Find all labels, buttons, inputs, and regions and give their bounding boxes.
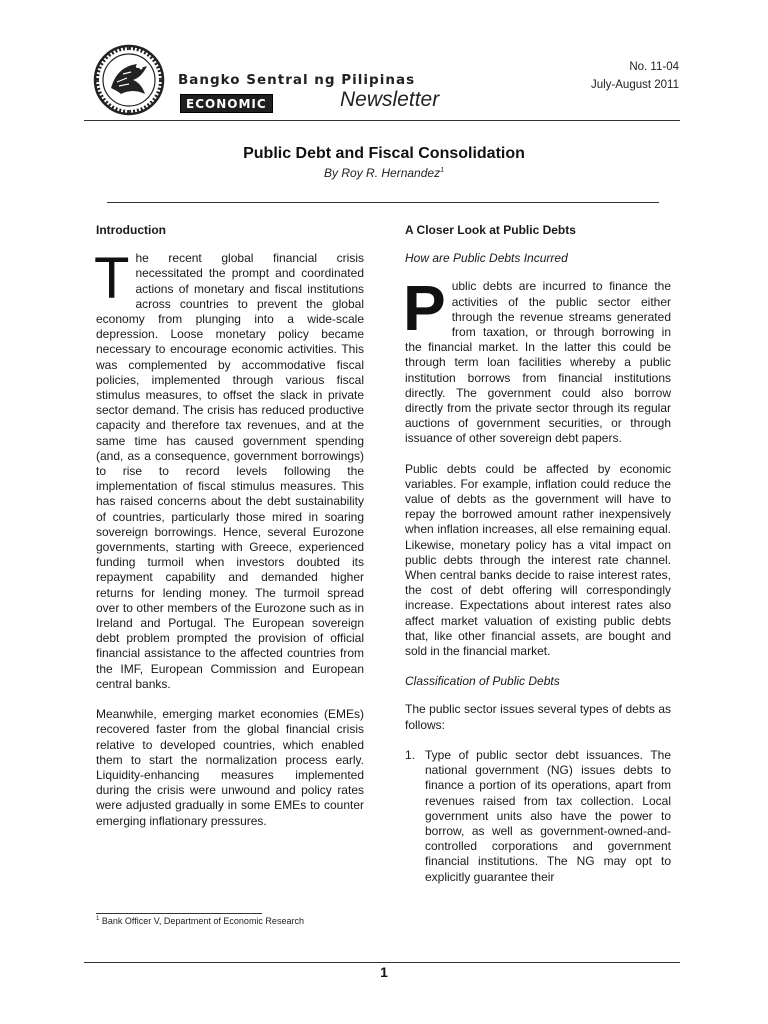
header-divider: [84, 120, 680, 121]
introduction-paragraph-1: [94, 246, 364, 692]
footnote-mark: 1: [96, 916, 100, 922]
closer-look-paragraph-2: Public debts could be affected by economic variables. For example, inflation could reduce the value of debts as the government will have to repay the borrowed amount rather inexpensively when inflation increases, all else remaining equal. Likewise, monetary policy has a vital impact on public debts through the interest rate channel. When central banks decide to raise interest rates, the cost of debt offering will correspondingly increase. Expectations about interest rates also affect market valuation of existing public debts that, like other financial assets, are bought and sold in the financial market.: [405, 461, 671, 659]
newsletter-label: Newsletter: [340, 88, 440, 111]
how-incurred-subheading: How are Public Debts Incurred: [405, 251, 568, 266]
article-title: Public Debt and Fiscal Consolidation: [243, 145, 525, 162]
closer-look-paragraph-1-text: ublic debts are incurred to finance the activities of the public sector either through the revenue streams generated from taxation, or through borrowing in the financial market. In the latter this could be through term loan facilities whereby a public institution borrows from financial institutions directly. The government could also borrow directly from the private sector through its regular auctions of government securities, or through issuance of other sovereign debt papers.: [405, 279, 671, 446]
right-column: [405, 223, 671, 885]
economic-label: ECONOMIC: [180, 94, 273, 113]
title-divider: [107, 202, 659, 203]
article-byline: [0, 166, 768, 180]
classification-paragraph: The public sector issues several types of debts as follows:: [405, 702, 671, 732]
footer-divider: [84, 962, 680, 963]
issue-date: July-August 2011: [590, 79, 679, 91]
closer-look-heading: A Closer Look at Public Debts: [405, 223, 576, 237]
left-column: [96, 223, 364, 844]
footnote: [96, 916, 304, 926]
list-item: [405, 748, 671, 885]
issue-info: [591, 58, 679, 94]
drop-cap-t: T: [94, 246, 130, 312]
page-number: 1: [380, 964, 388, 980]
introduction-paragraph-2: Meanwhile, emerging market economies (EMEs) recovered faster from the global financial crisis relative to developed countries, which enabled them to start the normalization process early. Liquidity-enhancing measures implemented during the crisis were unwound and policy rates were adjusted gradually in some EMEs to counter emerging inflationary pressures.: [96, 707, 364, 828]
bank-name: Bangko Sentral ng Pilipinas: [178, 72, 416, 88]
closer-look-paragraph-1: [403, 272, 671, 446]
byline-text: By Roy R. Hernandez: [324, 166, 441, 180]
bsp-seal-logo: [93, 44, 165, 116]
footnote-divider: [96, 913, 262, 914]
classification-subheading: Classification of Public Debts: [405, 674, 560, 689]
introduction-paragraph-1-text: he recent global financial crisis necessitated the prompt and coordinated actions of monetary and fiscal institutions across countries to prevent the global economy from plunging into a wide-scale depression. Loose monetary policy became necessary to encourage economic activities. This was complemented by accommodative fiscal policies, implemented through various fiscal stimulus measures, to offset the slack in private sector demand. The crisis has reduced productive capacity and therefore tax revenues, and at the same time has caused government spending (and, as a consequence, government borrowings) to rise to record levels following the implementation of fiscal stimulus measures. This has raised concerns about the debt sustainability of countries, particularly those mired in soaring sovereign borrowings. Hence, several Eurozone governments, starting with Greece, experienced funding turmoil when investors doubted its repayment capability and demanded higher returns for lending money. The turmoil spread over to other members of the Eurozone such as in Ireland and Portugal. The European sovereign debt problem prompted the provision of official financial assistance to the affected countries from the IMF, European Commission and European central banks.: [96, 251, 364, 691]
list-item-number: 1.: [405, 747, 416, 762]
drop-cap-p: P: [403, 272, 446, 345]
list-item-text: Type of public sector debt issuances. The national government (NG) issues debts to finance a portion of its operations, apart from revenues raised from tax collection. Local government units also have the power to borrow, as well as government-owned-and-controlled corporations and government financial institutions. The NG may opt to explicitly guarantee their: [425, 747, 671, 884]
byline-footnote-mark: 1: [440, 167, 444, 174]
footnote-text: Bank Officer V, Department of Economic Research: [101, 916, 304, 926]
debt-types-list: [405, 748, 671, 885]
introduction-heading: Introduction: [96, 223, 166, 237]
issue-number: No. 11-04: [629, 61, 679, 73]
